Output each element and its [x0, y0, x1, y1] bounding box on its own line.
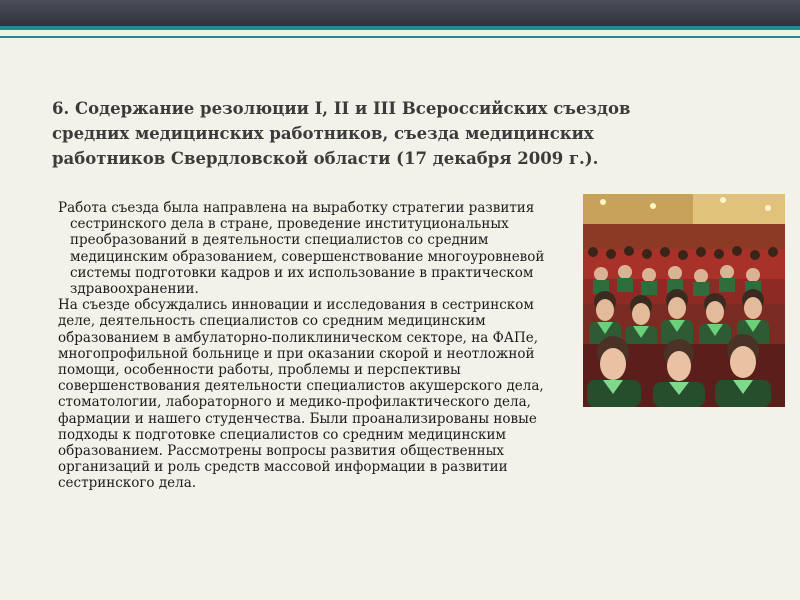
accent-line-thin	[0, 36, 800, 38]
body-paragraph-1: Работа съезда была направлена на выработку стратегии развития сестринского дела в стране, проведение институциональных преобразований в деятельности специалистов со средним медицинским образованием, совершенствование многоуровневой системы подготовки кадров и их использование в практическом здравоохранении.	[58, 200, 545, 298]
slide-body	[58, 200, 568, 492]
accent-line	[0, 26, 800, 30]
congress-audience-photo	[583, 194, 785, 407]
body-paragraph-2: На съезде обсуждались инновации и исследования в сестринском деле, деятельность специалистов со средним медицинским образованием в амбулаторно-поликлиническом секторе, на ФАПе, многопрофильной больнице и при оказании скорой и неотложной помощи, особенности работы, проблемы и перспективы совершенствования деятельности специалистов акушерского дела, стоматологии, лабораторного и медико-профилактического дела, фармации и нашего студенчества. Были проанализированы новые подходы к подготовке специалистов со средним медицинским образованием. Рассмотрены вопросы развития общественных организаций и роль средств массовой информации в развитии сестринского дела.	[58, 297, 544, 492]
header-bar	[0, 0, 800, 26]
slide-title: 6. Содержание резолюции I, II и III Всероссийских съездов средних медицинских работников, съезда медицинских работников Свердловской области (17 декабря 2009 г.).	[52, 99, 631, 168]
